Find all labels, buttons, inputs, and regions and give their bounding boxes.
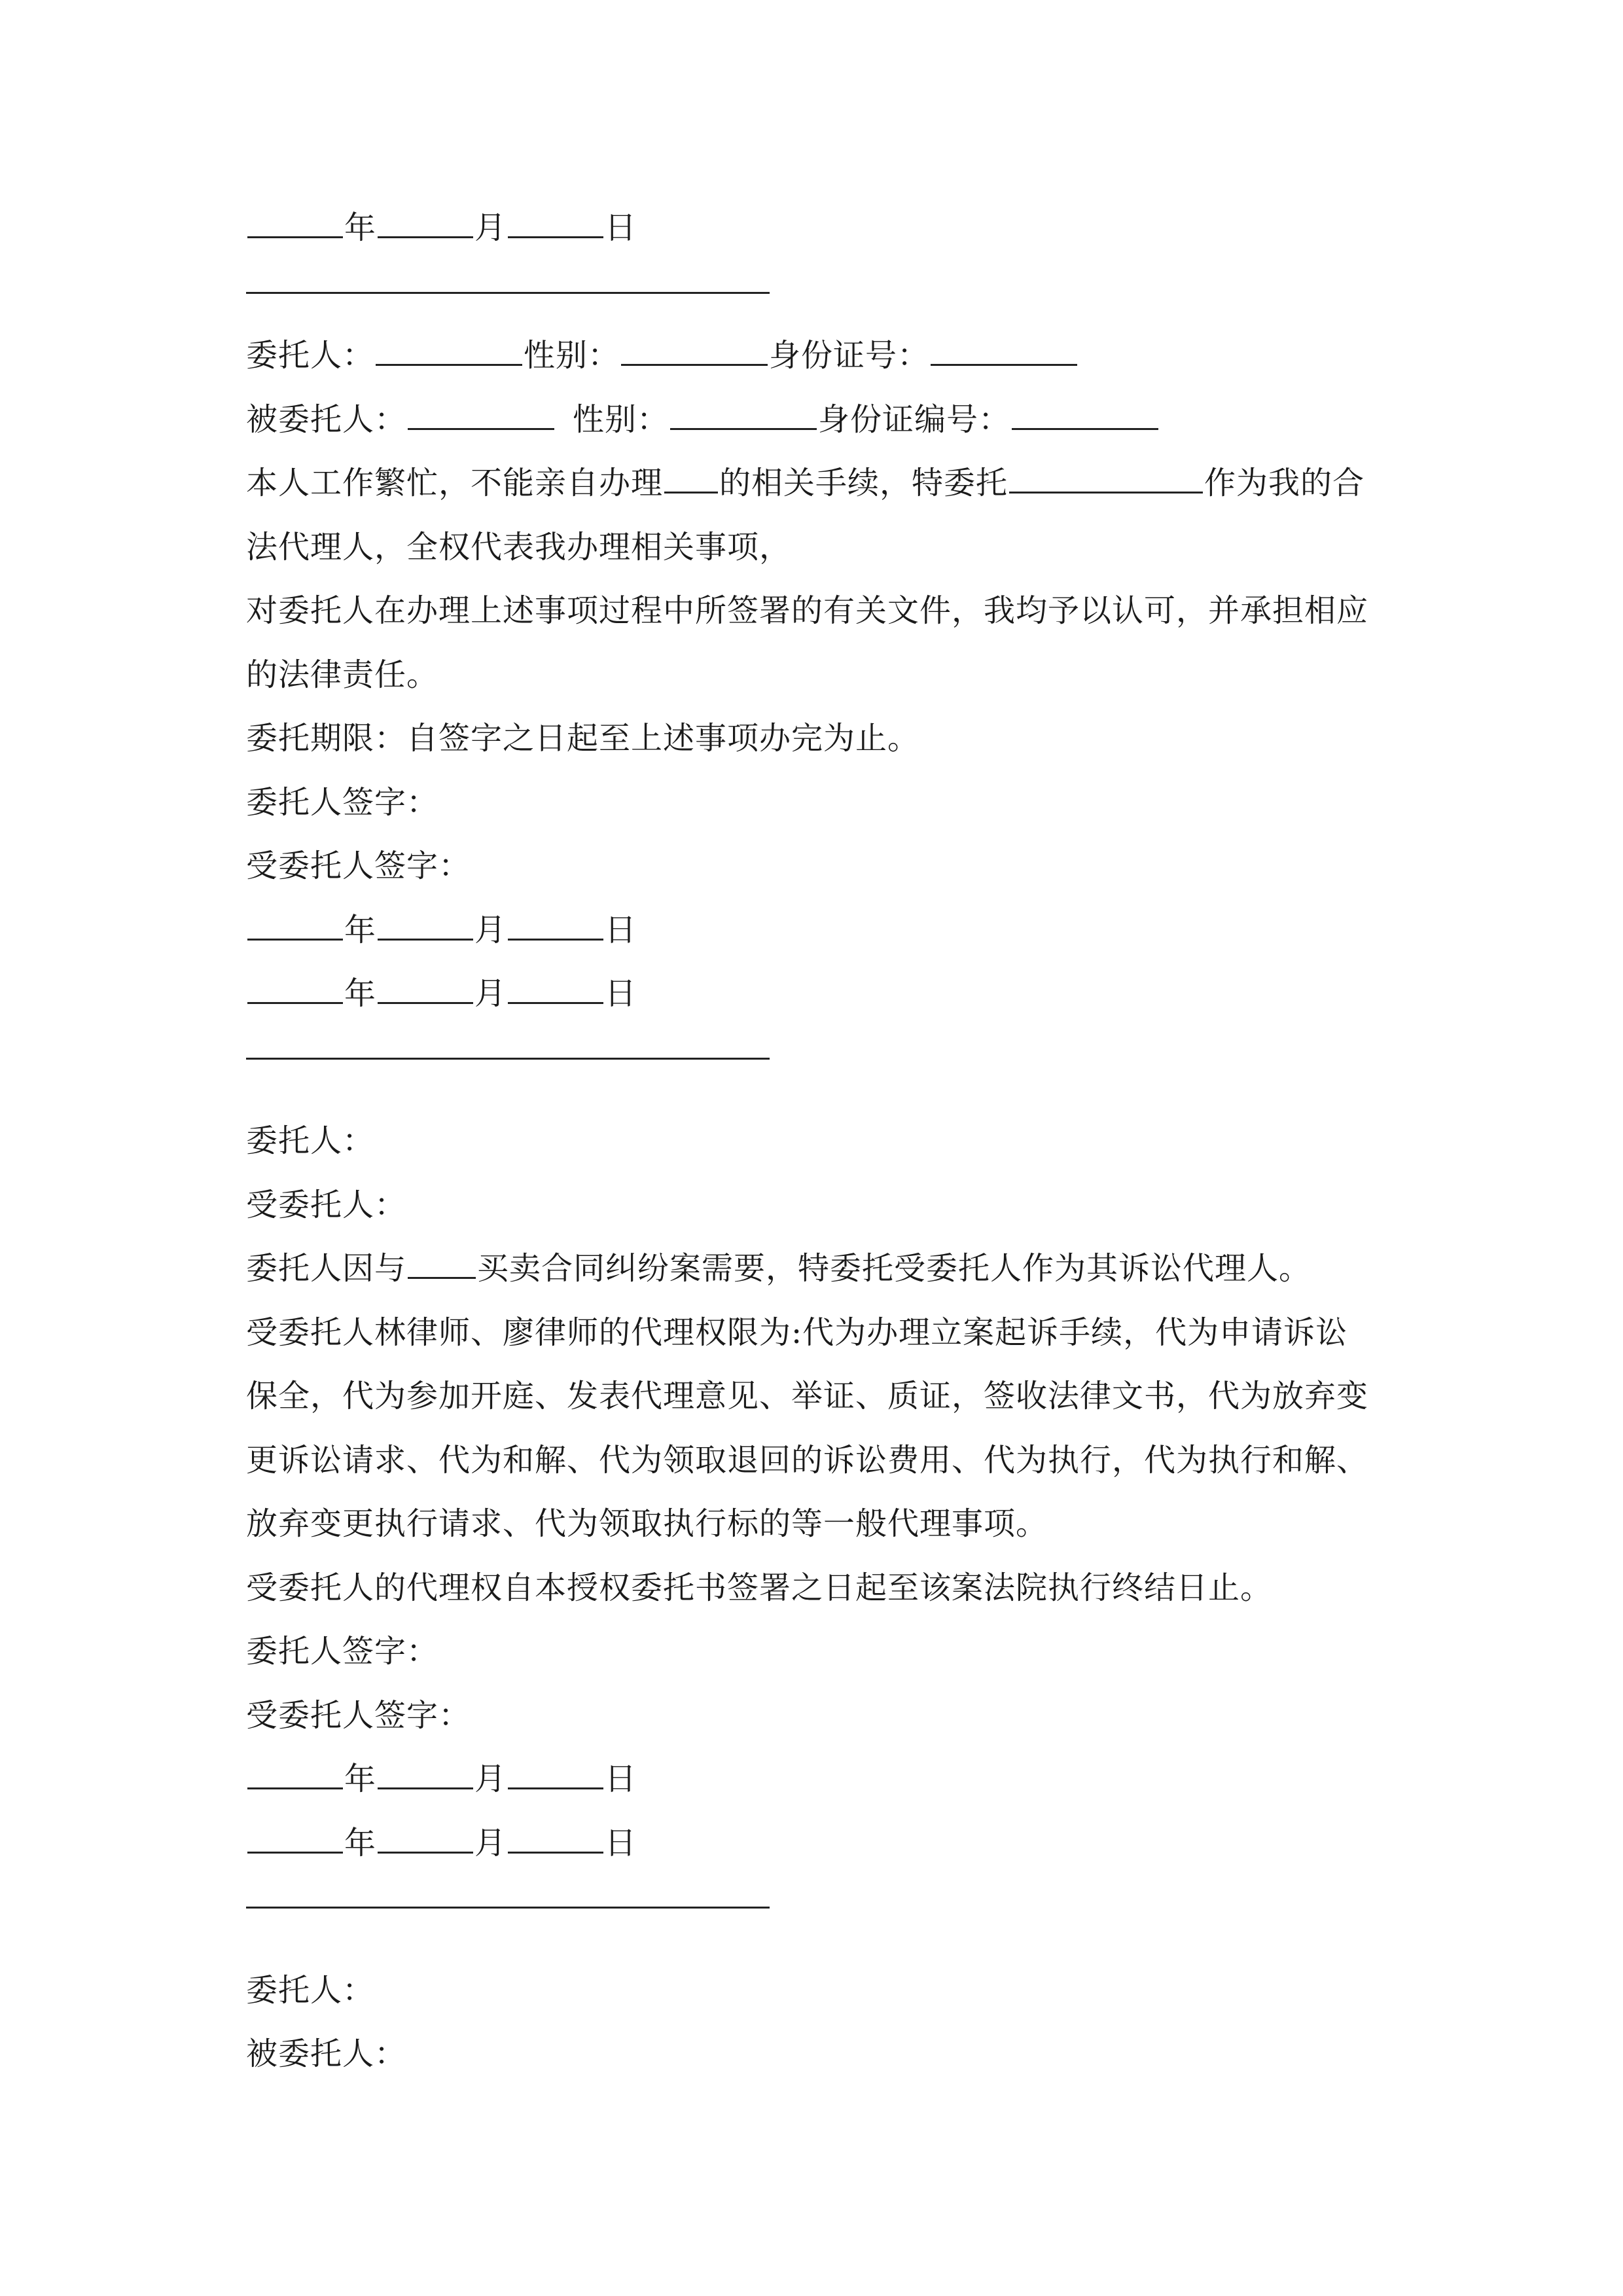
day-unit: 日 bbox=[605, 911, 637, 948]
agent-id-blank bbox=[1012, 402, 1158, 430]
day-unit: 日 bbox=[605, 209, 637, 246]
month-blank bbox=[378, 1825, 473, 1854]
date-line bbox=[246, 899, 1398, 963]
agent-blank bbox=[1009, 465, 1203, 493]
day-unit: 日 bbox=[605, 1761, 637, 1797]
agent-line: 被委托人： bbox=[246, 2036, 407, 2072]
principal-id-blank bbox=[931, 338, 1077, 366]
date-line bbox=[246, 1748, 1398, 1812]
agent-signature-line: 受委托人签字： bbox=[246, 848, 471, 884]
section-divider bbox=[246, 1026, 1398, 1090]
month-unit: 月 bbox=[474, 911, 507, 948]
month-blank bbox=[378, 912, 473, 941]
section-divider bbox=[246, 1875, 1398, 1939]
id-number-label: 身份证号： bbox=[769, 337, 930, 374]
month-unit: 月 bbox=[474, 975, 507, 1012]
year-blank bbox=[247, 912, 343, 941]
principal-label: 委托人： bbox=[246, 337, 375, 374]
day-blank bbox=[508, 976, 603, 1004]
month-blank bbox=[378, 1761, 473, 1789]
paragraph-line: 法代理人，全权代表我办理相关事项， bbox=[246, 528, 792, 565]
year-blank bbox=[247, 976, 343, 1004]
principal-gender-blank bbox=[621, 338, 768, 366]
year-unit: 年 bbox=[344, 911, 377, 948]
paragraph-line: 保全，代为参加开庭、发表代理意见、举证、质证，签收法律文书，代为放弃变 bbox=[246, 1378, 1369, 1414]
paragraph-line bbox=[246, 452, 1398, 516]
agent-info-line bbox=[246, 388, 1398, 452]
paragraph-line: 受委托人林律师、廖律师的代理权限为:代为办理立案起诉手续，代为申请诉讼 bbox=[246, 1314, 1348, 1351]
agent-gender-label: 性别： bbox=[573, 401, 669, 438]
principal-signature-line: 委托人签字： bbox=[246, 783, 439, 821]
paragraph-line: 放弃变更执行请求、代为领取执行标的等一般代理事项。 bbox=[246, 1505, 1048, 1542]
month-blank bbox=[378, 210, 473, 238]
agent-name-blank bbox=[408, 402, 554, 430]
agent-label: 被委托人： bbox=[246, 401, 407, 438]
paragraph-line: 受委托人的代理权自本授权委托书签署之日起至该案法院执行终结日止。 bbox=[246, 1569, 1273, 1606]
divider-rule bbox=[246, 292, 770, 294]
year-blank bbox=[247, 1825, 343, 1854]
party-blank bbox=[408, 1251, 476, 1279]
agent-signature-line: 受委托人签字： bbox=[246, 1696, 471, 1734]
principal-line: 委托人： bbox=[246, 1971, 375, 2009]
agent-line: 受委托人： bbox=[246, 1186, 407, 1223]
year-blank bbox=[247, 1761, 343, 1789]
gender-label: 性别： bbox=[524, 337, 620, 374]
divider-rule bbox=[246, 1058, 770, 1060]
principal-line: 委托人： bbox=[246, 1122, 375, 1159]
date-line bbox=[246, 1812, 1398, 1876]
id-number-alt-label: 身份证编号： bbox=[818, 401, 1011, 438]
month-unit: 月 bbox=[474, 1761, 507, 1797]
day-unit: 日 bbox=[605, 1824, 637, 1861]
year-blank bbox=[247, 210, 343, 238]
principal-name-blank bbox=[376, 338, 522, 366]
text-segment: 的相关手续，特委托 bbox=[719, 465, 1008, 501]
paragraph-line: 的法律责任。 bbox=[246, 656, 439, 693]
text-segment: 本人工作繁忙，不能亲自办理 bbox=[246, 465, 664, 501]
divider-rule bbox=[246, 1907, 770, 1909]
principal-info-line bbox=[246, 324, 1398, 388]
paragraph-line: 委托期限：自签字之日起至上述事项办完为止。 bbox=[246, 720, 920, 757]
text-segment: 买卖合同纠纷案需要，特委托受委托人作为其诉讼代理人。 bbox=[477, 1250, 1311, 1287]
month-blank bbox=[378, 976, 473, 1004]
matter-blank bbox=[664, 465, 718, 493]
text-segment: 作为我的合 bbox=[1204, 465, 1365, 501]
day-blank bbox=[508, 1825, 603, 1854]
agent-gender-blank bbox=[670, 402, 817, 430]
paragraph-line: 更诉讼请求、代为和解、代为领取退回的诉讼费用、代为执行，代为执行和解、 bbox=[246, 1441, 1369, 1479]
month-unit: 月 bbox=[474, 209, 507, 246]
principal-signature-line: 委托人签字： bbox=[246, 1633, 439, 1670]
year-unit: 年 bbox=[344, 1824, 377, 1861]
day-unit: 日 bbox=[605, 975, 637, 1012]
year-unit: 年 bbox=[344, 975, 377, 1012]
day-blank bbox=[508, 210, 603, 238]
year-unit: 年 bbox=[344, 209, 377, 246]
date-line bbox=[246, 962, 1398, 1026]
year-unit: 年 bbox=[344, 1761, 377, 1797]
paragraph-line bbox=[246, 1237, 1398, 1301]
day-blank bbox=[508, 912, 603, 941]
document-body bbox=[246, 196, 1398, 2087]
paragraph-line: 对委托人在办理上述事项过程中所签署的有关文件，我均予以认可，并承担相应 bbox=[246, 592, 1369, 629]
month-unit: 月 bbox=[474, 1824, 507, 1861]
day-blank bbox=[508, 1761, 603, 1789]
date-line bbox=[246, 196, 1398, 260]
section-divider bbox=[246, 260, 1398, 325]
text-segment: 委托人因与 bbox=[246, 1250, 407, 1287]
